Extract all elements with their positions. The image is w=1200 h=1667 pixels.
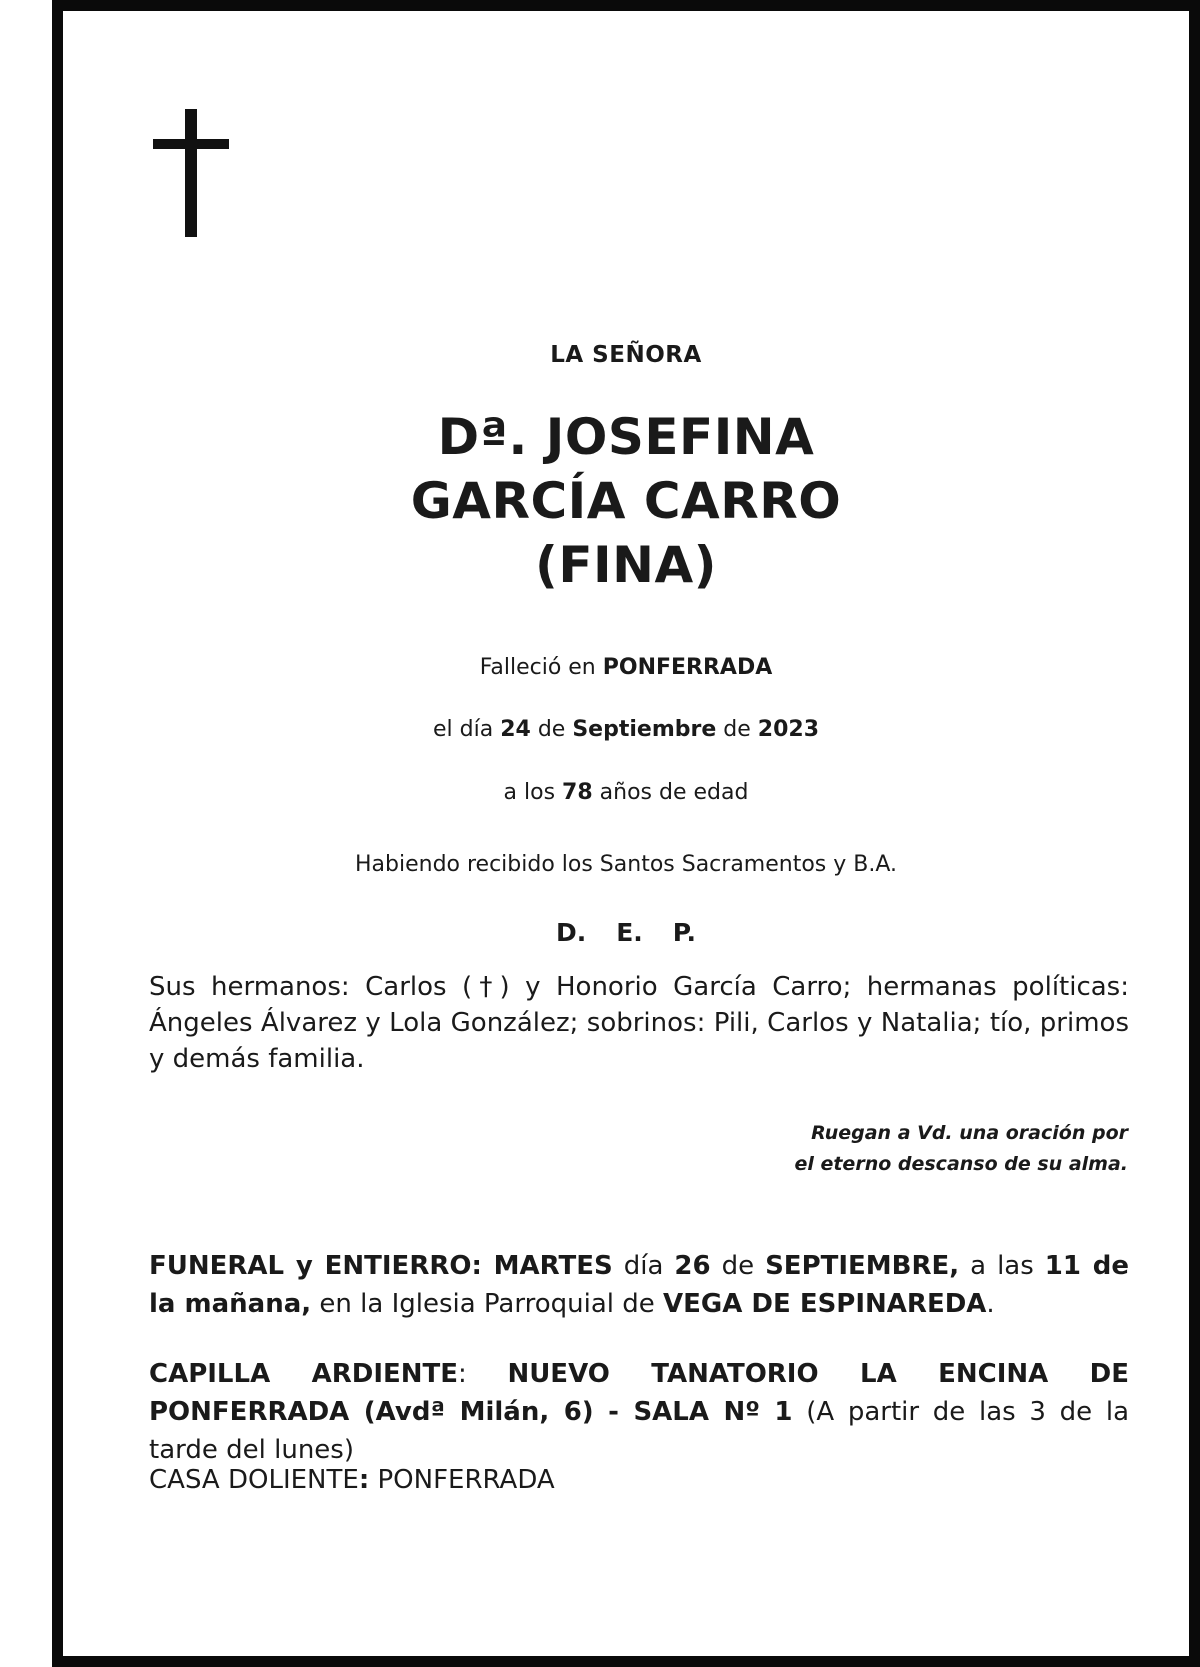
name-line-2: GARCÍA CARRO <box>410 472 842 530</box>
cross-icon <box>153 109 229 237</box>
chapel-info: CAPILLA ARDIENTE: NUEVO TANATORIO LA ENCINA DE PONFERRADA (Avdª Milán, 6) - SALA Nº 1 (A partir de las 3 de la tarde del lunes) <box>149 1359 1130 1465</box>
deceased-name <box>63 405 1189 597</box>
name-line-1: Dª. JOSEFINA <box>437 408 815 466</box>
obituary-card <box>52 0 1200 1667</box>
mourning-house: CASA DOLIENTE: PONFERRADA <box>149 1465 555 1495</box>
dep-initials: D. E. P. <box>555 918 697 947</box>
sacraments: Habiendo recibido los Santos Sacramentos y B.A. <box>354 852 898 877</box>
age: a los 78 años de edad <box>503 780 749 805</box>
name-line-3: (FINA) <box>534 536 717 594</box>
title-prefix: LA SEÑORA <box>550 342 702 368</box>
family-text: Sus hermanos: Carlos (†) y Honorio García Carro; hermanas políticas: Ángeles Álvarez y Lola González; sobrinos: Pili, Carlos y Natalia; tío, primos y demás familia. <box>149 972 1129 1074</box>
death-place: Falleció en PONFERRADA <box>479 655 773 680</box>
death-date: el día 24 de Septiembre de 2023 <box>433 717 819 742</box>
prayer-request: Ruegan a Vd. una oración por el eterno descanso de su alma. <box>794 1122 1128 1175</box>
funeral-info: FUNERAL y ENTIERRO: MARTES día 26 de SEPTIEMBRE, a las 11 de la mañana, en la Iglesia Parroquial de VEGA DE ESPINAREDA. <box>149 1251 1129 1319</box>
